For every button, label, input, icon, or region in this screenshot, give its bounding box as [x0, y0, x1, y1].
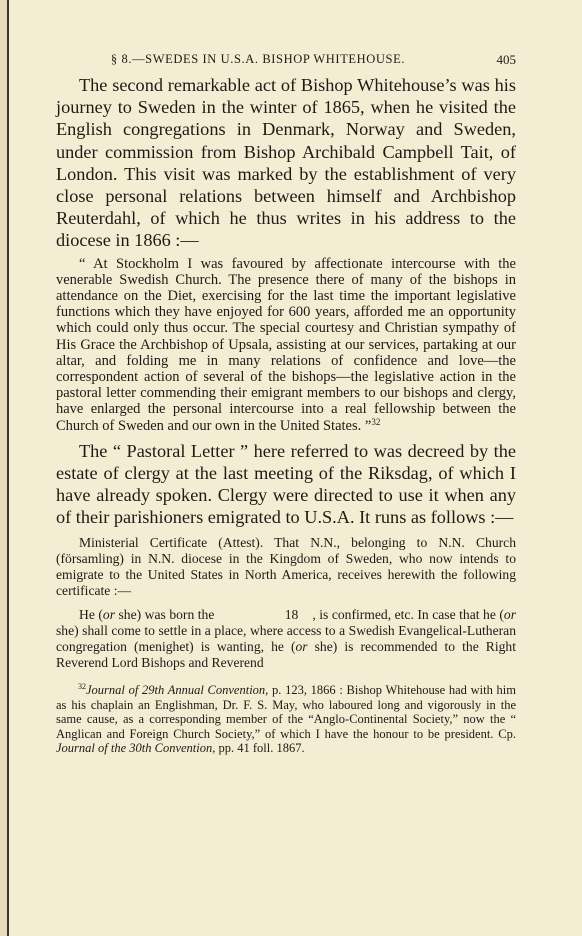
paragraph-journey: The second remarkable act of Bishop Whitehouse’s was his journey to Sweden in the winter of 1865, when he visited the English congregations in Denmark, Norway and Sweden, under commission from Bishop Archibald Campbell Tait, of London. This visit was marked by the establishment of very close personal relations between himself and Archbishop Reuterdahl, of which he thus writes in his address to the diocese in 1866 :—	[56, 75, 516, 251]
page-number: 405	[496, 52, 516, 67]
running-title: § 8.—SWEDES IN U.S.A. BISHOP WHITEHOUSE.	[110, 52, 406, 66]
footnote-journal-29: Journal of 29th Annual Convention,	[86, 683, 269, 698]
footnote-32: $^{32}$Journal of 29th Annual Convention, p. 123, 1866 : Bishop Whitehouse had with him as his chaplain an Englishman, Dr. F. S. May, who laboured long and vigorously in the same cause, as a corresponding member of the “Anglo-Continental Society,” now the “ Anglican and Foreign Church Society,” of which I have the honour to be president. Cp. Journal of the 30th Convention, pp. 41 foll. 1867.	[56, 682, 517, 756]
quotation-text: “ At Stockholm I was favoured by affectionate intercourse with the venerable Swedish Church. The presence there of many of the bishops in attendance on the Diet, exercising for the last time the important legislative functions which they have enjoyed for 600 years, afforded me an opportunity which could only thus occur. The special courtesy and Christian sympathy of His Grace the Archbishop of Upsala, assisting at our services, partaking at our altar, and folding me in many relations of confidence and love—the correspondent action of several of the bishops—the legislative action in the pastoral letter commending their emigrant members to our bishops and clergy, have enlarged the personal intercourse into a real fellowship between the Church of Sweden and our own in the United States. ”	[56, 255, 516, 434]
binding-edge	[7, 0, 9, 936]
book-page	[56, 52, 516, 755]
address-quotation	[56, 256, 516, 434]
footnote-ref-32: 32	[371, 416, 381, 427]
footnote-number: 32	[78, 682, 86, 692]
paragraph-pastoral-letter: The “ Pastoral Letter ” here referred to was decreed by the estate of clergy at the last meeting of the Riksdag, of which I have already spoken. Clergy were directed to use it when any of their parishioners emigrated to U.S.A. It runs as follows :—	[56, 440, 516, 528]
certificate-heading: Ministerial Certificate (Attest). That N.N., belonging to N.N. Church (församling) in N.N. diocese in the Kingdom of Sweden, who now intends to emigrate to the United States in North America, receives herewith the following certificate :—	[56, 534, 516, 598]
footnote-journal-30: Journal of the 30th Convention,	[56, 741, 216, 756]
certificate-body: He (or she) was born the 18 , is confirmed, etc. In case that he (or she) shall come to settle in a place, where access to a Swedish Evangelical-Lutheran congregation (menighet) is wanting, he (or she) is recommended to the Right Reverend Lord Bishops and Reverend	[56, 607, 516, 671]
running-header	[56, 52, 516, 74]
